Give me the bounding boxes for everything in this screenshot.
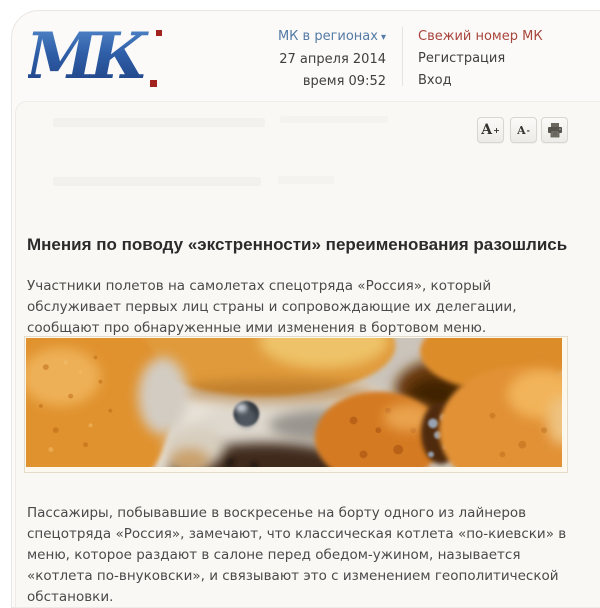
header-links [418,26,588,92]
mk-logo[interactable] [28,20,168,92]
ghost-bar [278,176,334,184]
article-photo [24,336,568,473]
article-lead-paragraph: Участники полетов на самолетах спецотряда «Россия», который обслуживает первых лиц страны и сопровождающие их делегации, сообщают про обнаруженные ими изменения в бортовом меню. [27,277,517,336]
fresh-issue-link[interactable]: Свежий номер МК [418,29,543,44]
logo-red-mark-top [156,30,162,36]
font-decrease-letter: A [517,123,526,137]
chevron-down-icon: ▾ [380,32,386,43]
current-time: время 09:52 [302,74,386,89]
mk-logo-icon [28,20,168,92]
plus-icon: + [493,125,500,135]
printer-icon [547,123,563,138]
ghost-bar [53,177,261,186]
font-increase-button[interactable] [477,117,504,143]
ghost-bar [53,118,265,127]
font-increase-letter: A [481,122,493,138]
registration-link[interactable]: Регистрация [418,51,506,66]
regions-dropdown-label[interactable]: МК в регионах [277,29,378,44]
mk-logo-text: МК [28,20,142,92]
fried-cutlets-photo [26,338,562,467]
print-button[interactable] [541,117,568,143]
regions-dropdown[interactable] [220,26,386,49]
current-date: 27 апреля 2014 [279,52,386,67]
header-meta [220,26,386,93]
logo-red-mark-bottom [150,80,157,87]
article-headline: Мнения по поводу «экстренности» переименования разошлись [27,235,568,255]
header-divider [402,27,403,86]
minus-icon: - [526,125,530,135]
login-link[interactable]: Вход [418,73,452,88]
article-body-paragraph: Пассажиры, побывавшие в воскресенье на борту одного из лайнеров спецотряда «Россия», замечают, что классическая котлета «по-киевски» в меню, которое раздают в салоне перед обедом-ужином, называется «котлета по-внуковски», и связывают это с изменением геополитической обстановки. [27,504,567,605]
ghost-bar [280,116,388,123]
font-decrease-button[interactable] [510,117,537,143]
